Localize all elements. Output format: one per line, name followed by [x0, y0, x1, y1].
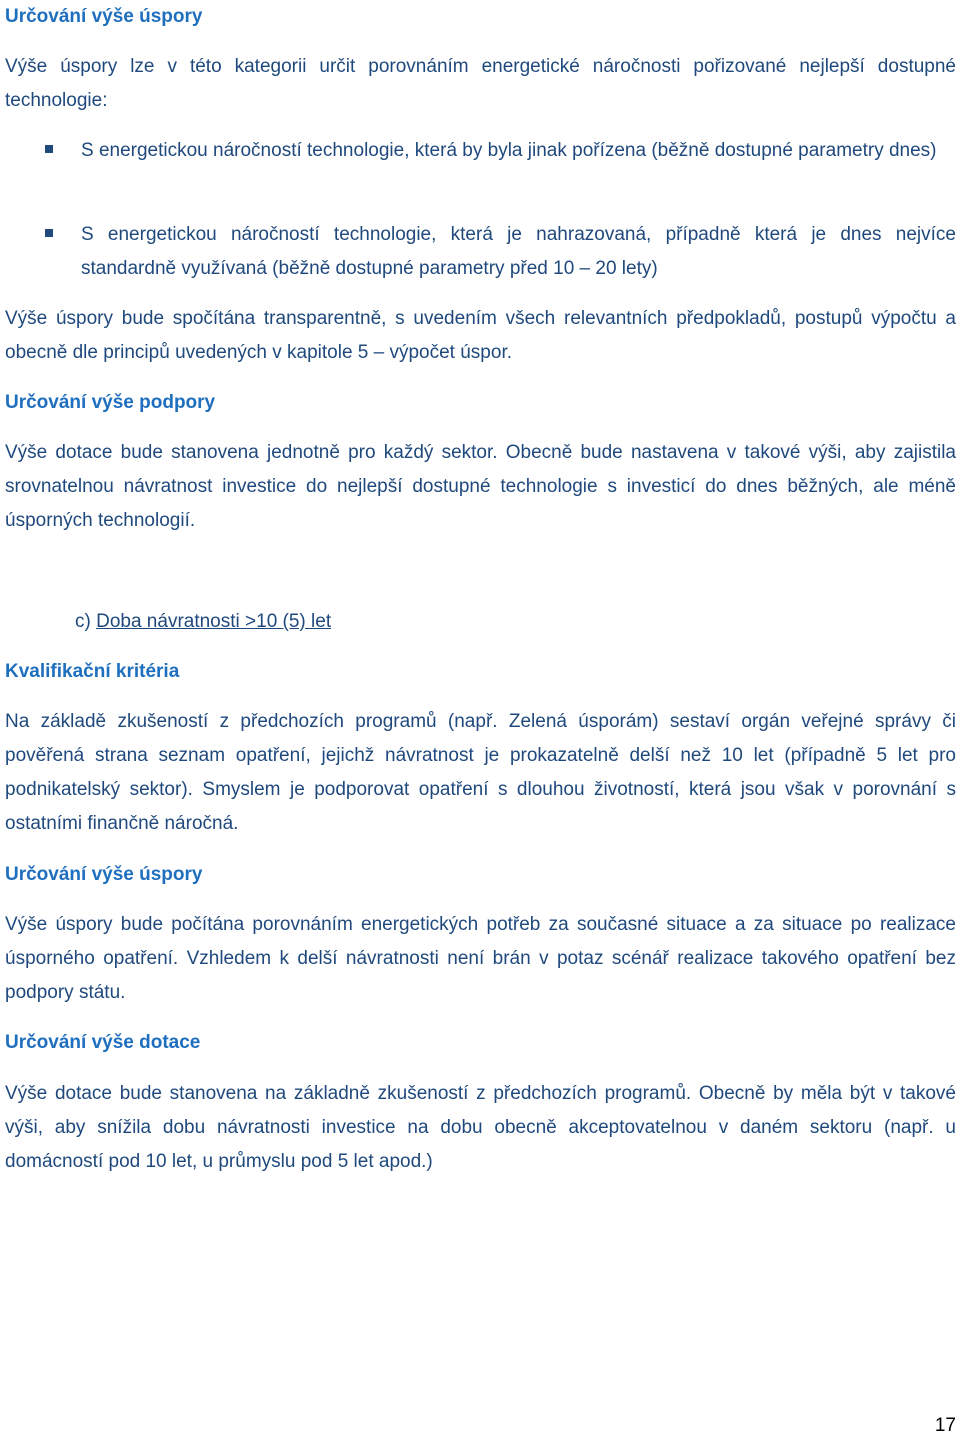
square-bullet-icon	[45, 145, 53, 153]
heading-urcovani-vyse-dotace: Určování výše dotace	[5, 1032, 201, 1053]
paragraph-kriteria: Na základě zkušeností z předchozích programů (např. Zelená úsporám) sestaví orgán veřejné správy či pověřená strana seznam opatření, jejichž návratnost je prokazatelně delší než 10 let (případně 5 let pro podnikatelský sektor). Smyslem je podporovat opatření s dlouhou životností, která jsou však v porovnání s ostatními finančně náročná.	[5, 711, 956, 834]
heading-kvalifikacni-kriteria: Kvalifikační kritéria	[5, 661, 180, 682]
heading-urcovani-vyse-uspory-2: Určování výše úspory	[5, 864, 203, 885]
square-bullet-icon	[45, 229, 53, 237]
subsection-title	[75, 605, 331, 639]
paragraph-intro: Výše úspory lze v této kategorii určit porovnáním energetické náročnosti pořizované nejlepší dostupné technologie:	[5, 56, 956, 111]
paragraph-transparency: Výše úspory bude spočítána transparentně, s uvedením všech relevantních předpokladů, postupů výpočtu a obecně dle principů uvedených v kapitole 5 – výpočet úspor.	[5, 308, 956, 363]
subsection-title-text: Doba návratnosti >10 (5) let	[96, 611, 332, 632]
bullet-text: S energetickou náročností technologie, která by byla jinak pořízena (běžně dostupné parametry dnes)	[81, 140, 937, 161]
paragraph-dotace: Výše dotace bude stanovena jednotně pro každý sektor. Obecně bude nastavena v takové výši, aby zajistila srovnatelnou návratnost investice do nejlepší dostupné technologie s investicí do dnes běžných, ale méně úsporných technologií.	[5, 442, 956, 531]
paragraph-vyse-dotace: Výše dotace bude stanovena na základně zkušeností z předchozích programů. Obecně by měla být v takové výši, aby snížila dobu návratnosti investice na dobu obecně akceptovatelnou v daném sektoru (např. u domácností pod 10 let, u průmyslu pod 5 let apod.)	[5, 1083, 956, 1172]
bullet-text: S energetickou náročností technologie, která je nahrazovaná, případně která je dnes nejvíce standardně využívaná (běžně dostupné parametry před 10 – 20 lety)	[81, 224, 956, 279]
page-number: 17	[934, 1415, 956, 1436]
heading-urcovani-vyse-uspory: Určování výše úspory	[5, 6, 203, 27]
heading-urcovani-vyse-podpory: Určování výše podpory	[5, 392, 216, 413]
subsection-prefix: c)	[75, 611, 97, 632]
paragraph-uspory: Výše úspory bude počítána porovnáním energetických potřeb za současné situace a za situace po realizace úsporného opatření. Vzhledem k delší návratnosti není brán v potaz scénář realizace takového opatření bez podpory státu.	[5, 914, 956, 1003]
